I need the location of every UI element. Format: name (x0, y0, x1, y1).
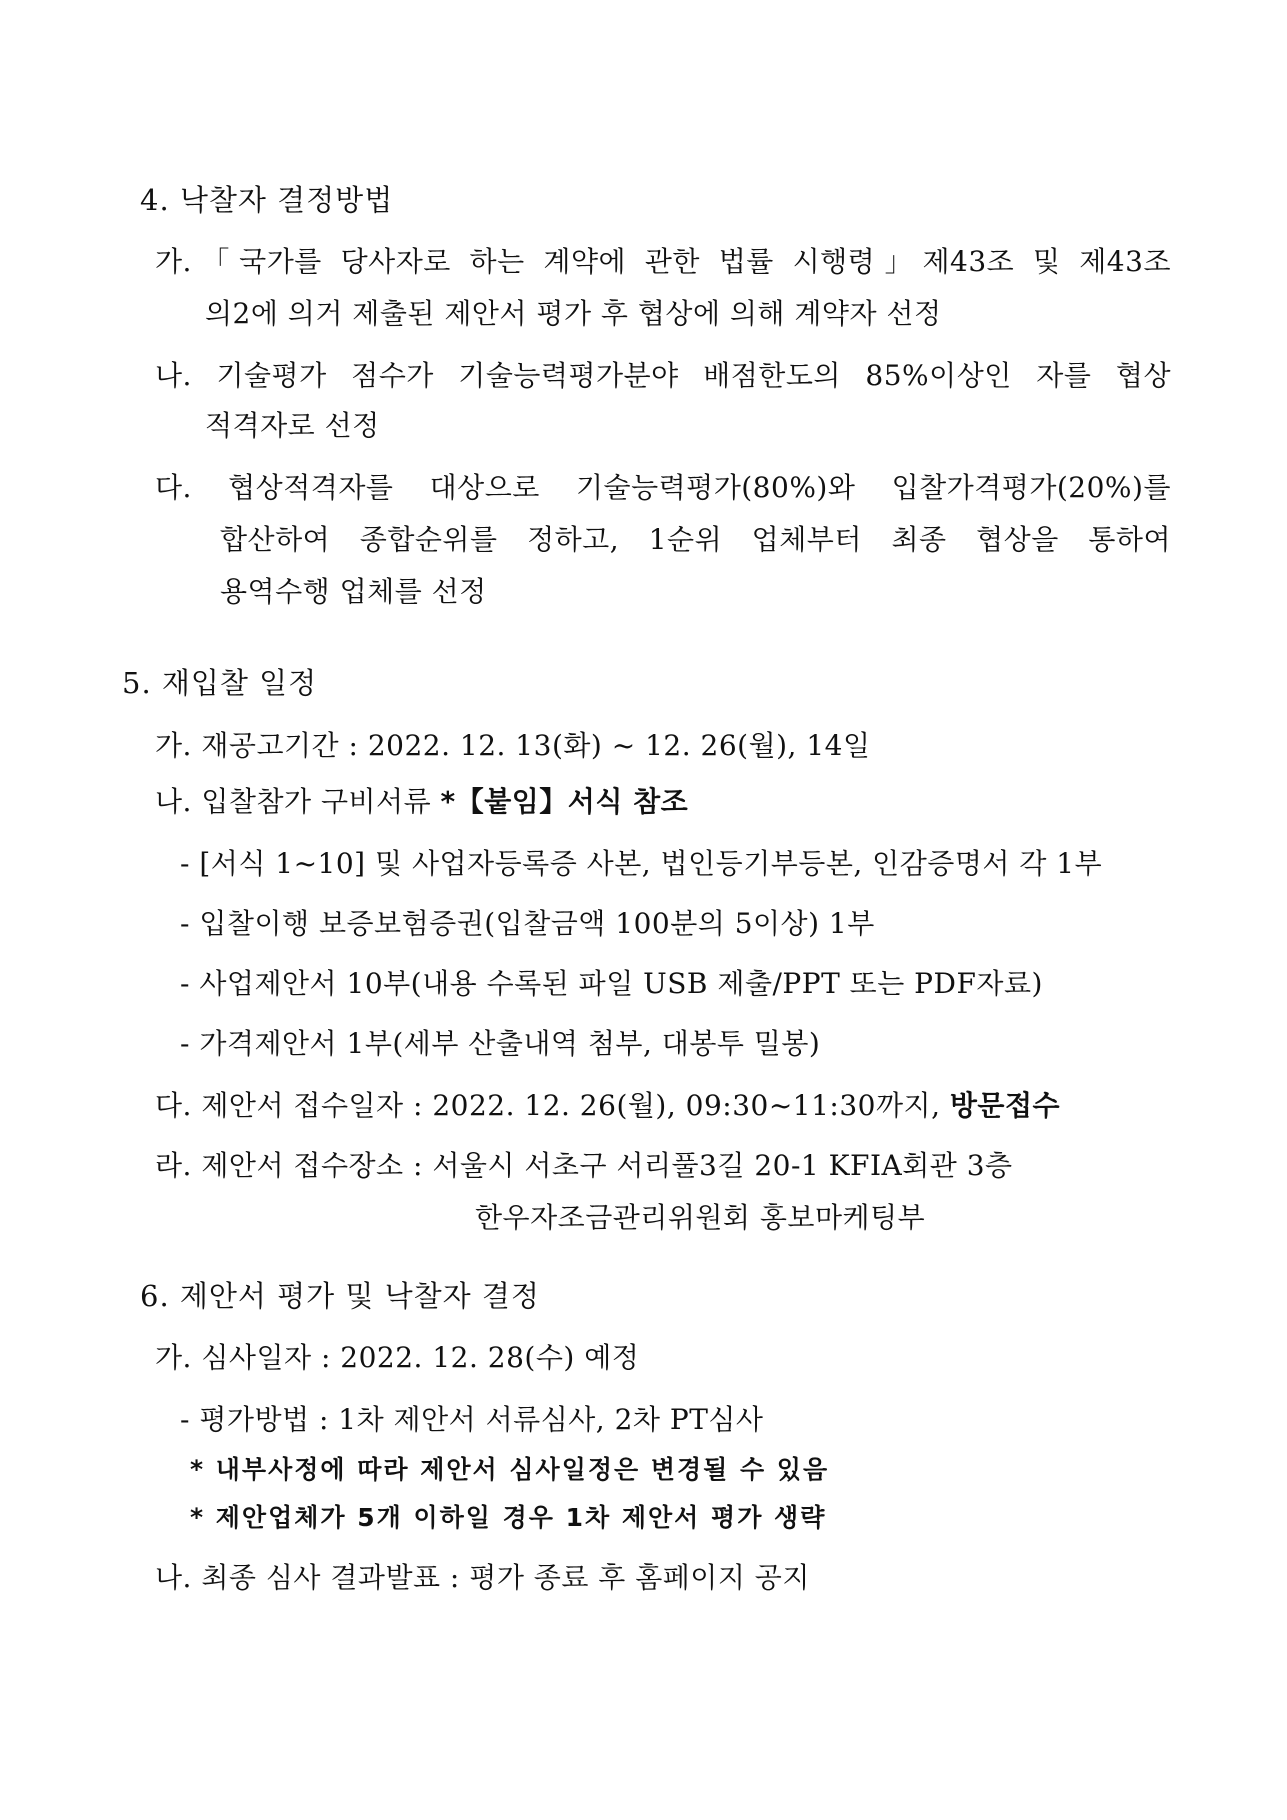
section-4-item-da-line3: 용역수행 업체를 선정 (220, 575, 487, 608)
section-4-item-ga-line1: 가.「국가를 당사자로 하는 계약에 관한 법률 시행령」제43조 및 제43조 (155, 245, 1171, 278)
section-4-heading: 4. 낙찰자 결정방법 (140, 183, 394, 217)
section-6-method: - 평가방법 : 1차 제안서 서류심사, 2차 PT심사 (180, 1403, 764, 1436)
section-4-item-na-line1: 나. 기술평가 점수가 기술능력평가분야 배점한도의 85%이상인 자를 협상 (155, 359, 1171, 392)
section-5-doc-4: - 가격제안서 1부(세부 산출내역 첨부, 대봉투 밀봉) (180, 1027, 821, 1060)
section-5-attachment-note: *【붙임】서식 참조 (440, 785, 689, 818)
section-5-item-ra-line2: 한우자조금관리위원회 홍보마케팅부 (475, 1201, 926, 1234)
section-6-item-ga: 가. 심사일자 : 2022. 12. 28(수) 예정 (155, 1341, 640, 1374)
section-6-heading: 6. 제안서 평가 및 낙찰자 결정 (140, 1279, 540, 1313)
section-5-doc-2: - 입찰이행 보증보험증권(입찰금액 100분의 5이상) 1부 (180, 907, 875, 940)
section-5-doc-3: - 사업제안서 10부(내용 수록된 파일 USB 제출/PPT 또는 PDF자료) (180, 967, 1043, 1000)
section-5-item-ra-line1: 라. 제안서 접수장소 : 서울시 서초구 서리풀3길 20-1 KFIA회관 3층 (155, 1149, 1013, 1182)
section-5-item-na (155, 784, 688, 820)
section-4-item-na-line2: 적격자로 선정 (205, 409, 380, 442)
section-4-item-da-line2: 합산하여 종합순위를 정하고, 1순위 업체부터 최종 협상을 통하여 (220, 523, 1171, 556)
section-6-item-na: 나. 최종 심사 결과발표 : 평가 종료 후 홈페이지 공지 (155, 1561, 810, 1594)
section-5-heading: 5. 재입찰 일정 (122, 666, 318, 700)
section-5-doc-1: - [서식 1~10] 및 사업자등록증 사본, 법인등기부등본, 인감증명서 각 1부 (180, 847, 1103, 880)
section-5-item-da (155, 1088, 1060, 1124)
section-5-visit-submission: 방문접수 (949, 1089, 1061, 1122)
section-5-item-da-label: 다. 제안서 접수일자 : 2022. 12. 26(월), 09:30~11:30까지, (155, 1089, 950, 1122)
section-5-item-na-label: 나. 입찰참가 구비서류 (155, 785, 441, 818)
section-5-item-ga: 가. 재공고기간 : 2022. 12. 13(화) ~ 12. 26(월), 14일 (155, 729, 871, 762)
section-6-note-2: * 제안업체가 5개 이하일 경우 1차 제안서 평가 생략 (190, 1503, 827, 1532)
section-4-item-da-line1: 다. 협상적격자를 대상으로 기술능력평가(80%)와 입찰가격평가(20%)를 (155, 471, 1171, 504)
section-6-note-1: * 내부사정에 따라 제안서 심사일정은 변경될 수 있음 (190, 1455, 830, 1484)
section-4-item-ga-line2: 의2에 의거 제출된 제안서 평가 후 협상에 의해 계약자 선정 (205, 297, 942, 330)
